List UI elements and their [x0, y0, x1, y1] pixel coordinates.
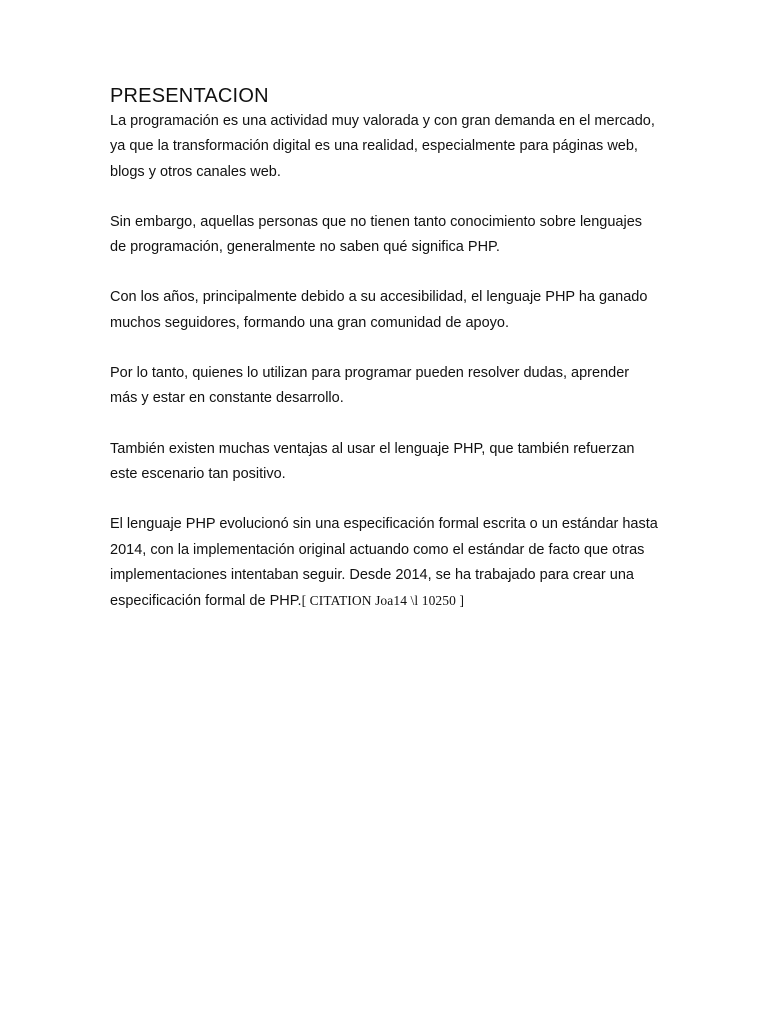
- paragraph-4: Por lo tanto, quienes lo utilizan para programar pueden resolver dudas, aprender más y estar en constante desarrollo.: [110, 365, 630, 407]
- paragraph-6: [110, 512, 658, 614]
- page-title: PRESENTACION: [110, 85, 269, 107]
- paragraph-1: La programación es una actividad muy valorada y con gran demanda en el mercado, ya que la transformación digital es una realidad, especialmente para páginas web, blogs y otros canales web.: [110, 113, 655, 180]
- paragraph-3: Con los años, principalmente debido a su accesibilidad, el lenguaje PHP ha ganado muchos seguidores, formando una gran comunidad de apoyo.: [110, 289, 648, 331]
- document-content: [110, 84, 658, 639]
- paragraph-2: Sin embargo, aquellas personas que no tienen tanto conocimiento sobre lenguajes de programación, generalmente no saben qué significa PHP.: [110, 213, 643, 256]
- citation-field: [ CITATION Joa14 \l 10250 ]: [301, 593, 465, 609]
- paragraph-5: También existen muchas ventajas al usar el lenguaje PHP, que también refuerzan este escenario tan positivo.: [110, 440, 635, 482]
- paragraph-6-text: El lenguaje PHP evolucionó sin una especificación formal escrita o un estándar hasta 2014, con la implementación original actuando como el estándar de facto que otras implementaciones intentaban seguir. Desde 2014, se ha trabajado para crear una especificación formal de PHP.: [110, 516, 658, 610]
